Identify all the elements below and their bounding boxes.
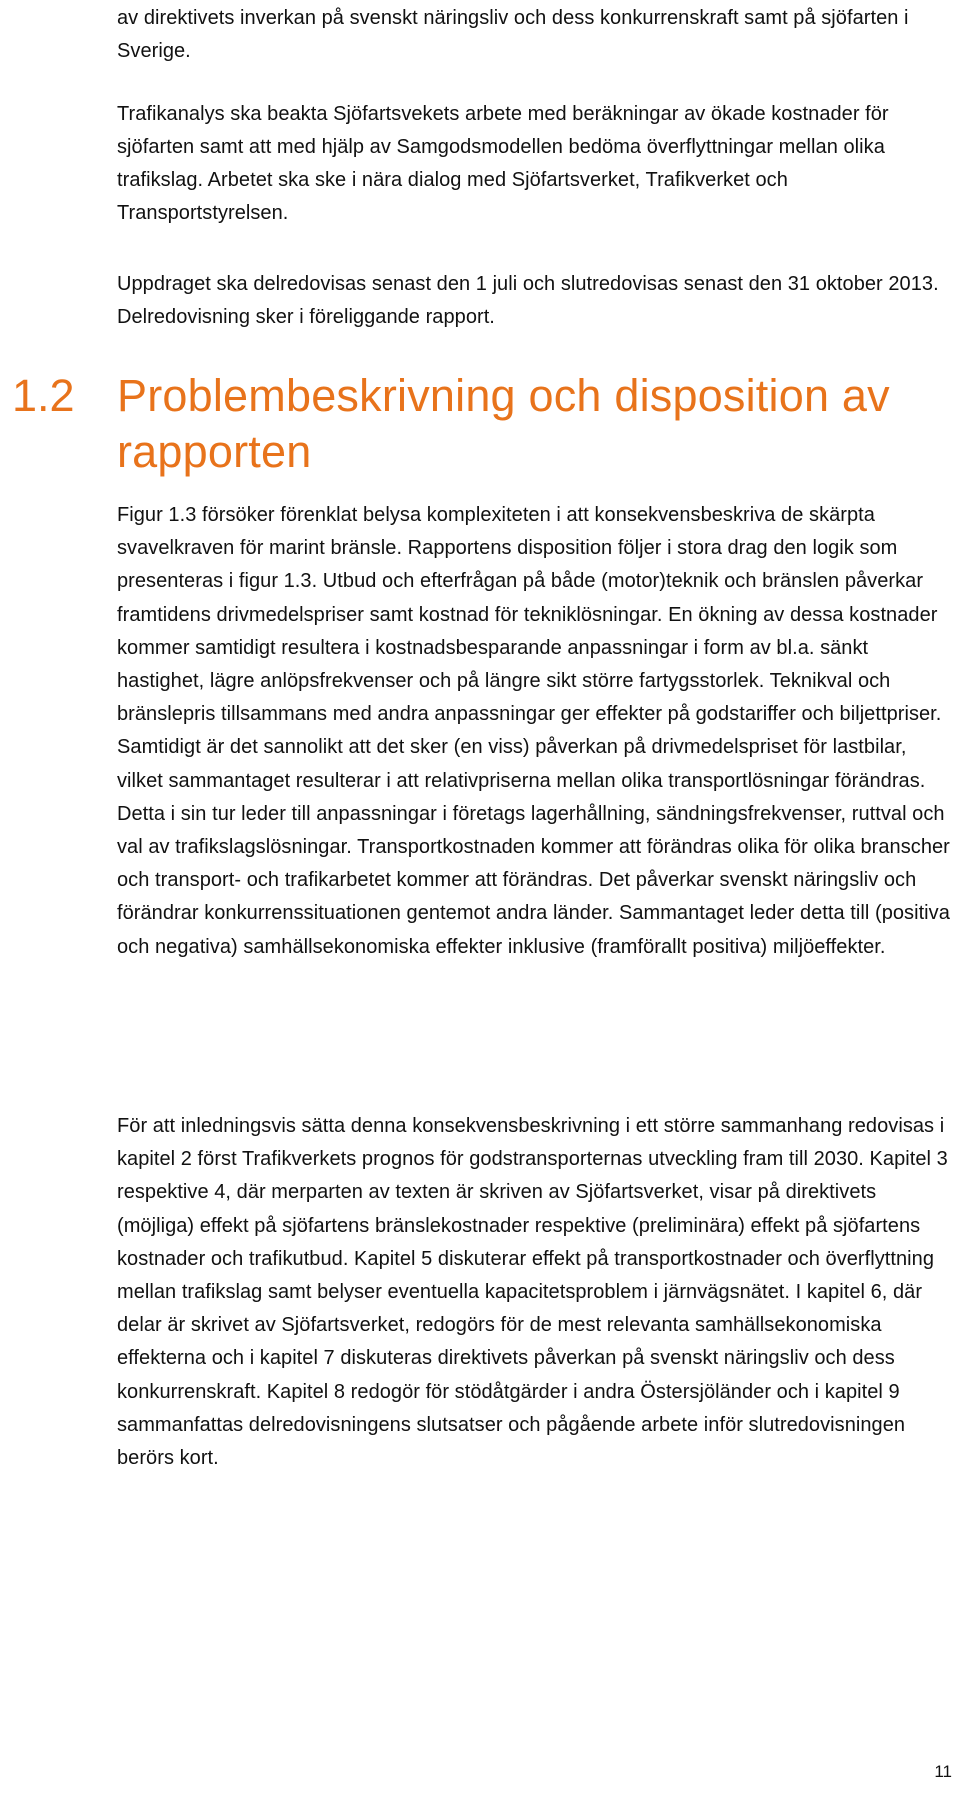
paragraph-report-structure: För att inledningsvis sätta denna konsekvensbeskrivning i ett större sammanhang redovisas i kapitel 2 först Trafikverkets prognos för godstransporternas utveckling fram till 2030. Kapitel 3 respektive 4, där merparten av texten är skriven av Sjöfartsverket, visar på direktivets (möjliga) effekt på sjöfartens bränslekostnader respektive (preliminära) effekt på sjöfartens kostnader och trafikutbud. Kapitel 5 diskuterar effekt på transportkostnader och överflyttning mellan trafikslag samt belyser eventuella kapacitetsproblem i järnvägsnätet. I kapitel 6, där delar är skrivet av Sjöfartsverket, redogörs för de mest relevanta samhällsekonomiska effekterna och i kapitel 7 diskuteras direktivets påverkan på svenskt näringsliv och dess konkurrenskraft. Kapitel 8 redogör för stödåtgärder i andra Östersjöländer och i kapitel 9 sammanfattas delredovisningens slutsatser och pågående arbete inför slutredovisningen berörs kort.	[117, 1115, 948, 1470]
paragraph-reporting-deadlines: Uppdraget ska delredovisas senast den 1 juli och slutredovisas senast den 31 oktober 2013. Delredovisning sker i föreliggande rapport.	[117, 273, 939, 328]
paragraph-figure-explanation: Figur 1.3 försöker förenklat belysa komplexiteten i att konsekvensbeskriva de skärpta svavelkraven för marint bränsle. Rapportens disposition följer i stora drag den logik som presenteras i figur 1.3. Utbud och efterfrågan på både (motor)teknik och bränslen påverkar framtidens drivmedelspriser samt kostnad för tekniklösningar. En ökning av dessa kostnader kommer samtidigt resultera i kostnadsbesparande anpassningar i form av bl.a. sänkt hastighet, lägre anlöpsfrekvenser och på längre sikt större fartygsstorlek. Teknikval och bränslepris tillsammans med andra anpassningar ger effekter på godstariffer och biljettpriser. Samtidigt är det sannolikt att det sker (en viss) påverkan på drivmedelspriset för lastbilar, vilket sammantaget resulterar i att relativpriserna mellan olika transportlösningar förändras. Detta i sin tur leder till anpassningar i företags lagerhållning, sändningsfrekvenser, ruttval och val av trafikslagslösningar. Transportkostnaden kommer att förändras olika för olika branscher och transport- och trafikarbetet kommer att förändras. Det påverkar svenskt näringsliv och förändrar konkurrenssituationen gentemot andra länder. Sammantaget leder detta till (positiva och negativa) samhällsekonomiska effekter inklusive (framförallt positiva) miljöeffekter.	[117, 504, 950, 958]
section-number: 1.2	[12, 370, 75, 421]
paragraph-trafikanalys-task: Trafikanalys ska beakta Sjöfartsvekets arbete med beräkningar av ökade kostnader för sjöfarten samt att med hjälp av Samgodsmodellen bedöma överflyttningar mellan olika trafikslag. Arbetet ska ske i nära dialog med Sjöfartsverket, Trafikverket och Transportstyrelsen.	[117, 103, 889, 224]
section-heading: Problembeskrivning och disposition av rapporten	[117, 370, 890, 477]
paragraph-intro-continuation: av direktivets inverkan på svenskt näringsliv och dess konkurrenskraft samt på sjöfarten i Sverige.	[117, 7, 909, 62]
page-number: 11	[934, 1762, 952, 1781]
